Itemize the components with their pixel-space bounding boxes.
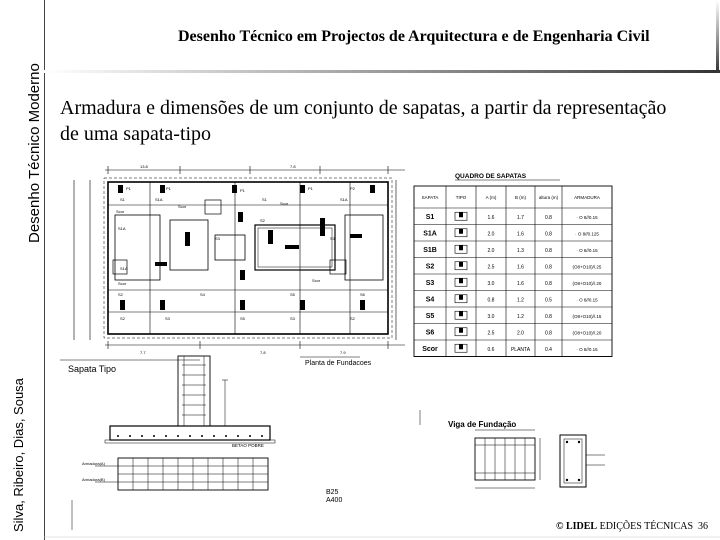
page-number: 36 — [698, 521, 709, 532]
steel-class: A400 — [326, 497, 343, 504]
column-mark — [459, 295, 463, 300]
quadro-header: B (m) — [515, 195, 526, 200]
betao-label: BETAO POBRE — [232, 443, 264, 448]
svg-text:P1: P1 — [126, 186, 131, 191]
quadro-cell: 0.4 — [545, 346, 552, 353]
quadro-row — [426, 278, 602, 287]
svg-text:P1: P1 — [240, 188, 245, 193]
svg-text:S3: S3 — [165, 316, 170, 321]
quadro-cell: (O8+O10)//.20 — [572, 280, 602, 286]
quadro-cell: 1.6 — [517, 280, 524, 287]
armadura-b-label: Armadura(B) — [82, 477, 105, 482]
svg-text:S2: S2 — [350, 316, 355, 321]
quadro-cell: 1.2 — [517, 313, 524, 320]
svg-text:S3: S3 — [290, 316, 295, 321]
quadro-cell: 1.3 — [517, 247, 524, 254]
quadro-cell: S1 — [425, 213, 435, 221]
quadro-cell: Scor — [422, 345, 438, 353]
svg-text:P2: P2 — [350, 186, 355, 191]
quadro-cell: · O 8//0.15 — [576, 247, 598, 253]
quadro-header: SAPATA — [421, 195, 439, 200]
sapata-tipo-title: Sapata Tipo — [68, 364, 117, 374]
quadro-cell: PLANTA — [510, 346, 531, 353]
quadro-cell: S1A — [423, 230, 437, 238]
column-mark — [459, 328, 463, 333]
quadro-cell: · O 8//0.125 — [575, 231, 599, 237]
column-mark — [459, 278, 463, 283]
quadro-table — [414, 186, 612, 357]
viga-drawing — [475, 430, 605, 488]
svg-text:P1: P1 — [308, 186, 313, 191]
foundation-plan — [74, 164, 405, 355]
quadro-cell: 2.5 — [487, 264, 495, 271]
svg-text:7.7: 7.7 — [140, 350, 146, 355]
svg-text:Scor: Scor — [178, 204, 187, 209]
svg-text:S2: S2 — [260, 218, 265, 223]
quadro-row — [422, 344, 598, 353]
svg-text:S1A: S1A — [118, 226, 126, 231]
quadro-header: altura (m) — [538, 195, 559, 200]
column-mark — [459, 262, 463, 267]
svg-text:7.8: 7.8 — [290, 164, 296, 169]
svg-text:Scor: Scor — [280, 201, 289, 206]
svg-text:S3: S3 — [215, 236, 220, 241]
svg-text:S5: S5 — [290, 292, 295, 297]
quadro-cell: 1.6 — [487, 214, 495, 221]
svg-text:Scor: Scor — [116, 209, 125, 214]
quadro-cell: 0.8 — [545, 214, 552, 221]
quadro-cell: 0.8 — [545, 247, 552, 254]
svg-text:S2: S2 — [120, 316, 125, 321]
svg-text:S1A: S1A — [120, 266, 128, 271]
quadro-row — [426, 262, 602, 271]
svg-text:Scor: Scor — [312, 278, 321, 283]
quadro-cell: 1.6 — [517, 264, 524, 271]
quadro-cell: (O8+O10)//.20 — [572, 330, 602, 336]
quadro-cell: 2.0 — [517, 330, 524, 337]
quadro-cell: · O 8//0.15 — [576, 214, 598, 220]
svg-text:7.8: 7.8 — [260, 350, 266, 355]
concrete-class: B25 — [326, 489, 339, 496]
quadro-row — [426, 212, 598, 221]
column-mark — [459, 245, 463, 250]
quadro-cell: 3.0 — [487, 313, 495, 320]
quadro-cell: S5 — [425, 312, 435, 320]
quadro-cell: 2.0 — [487, 231, 495, 238]
footer-publisher-rest: EDIÇÕES TÉCNICAS — [597, 521, 694, 532]
svg-text:7.9: 7.9 — [340, 350, 346, 355]
quadro-cell: S4 — [425, 296, 435, 304]
column-mark — [459, 311, 463, 316]
quadro-cell: S2 — [425, 263, 435, 271]
quadro-title: QUADRO DE SAPATAS — [455, 173, 527, 180]
sidebar-authors: Silva, Ribeiro, Dias, Sousa — [11, 378, 26, 532]
column-mark — [459, 229, 463, 234]
svg-text:S1A: S1A — [155, 197, 163, 202]
quadro-cell: · O 8//0.15 — [576, 346, 598, 352]
armadura-a-label: Armadura(A) — [82, 461, 105, 466]
svg-text:S2: S2 — [118, 292, 123, 297]
slide-heading: Armadura e dimensões de um conjunto de sapatas, a partir da representação de uma sapata-tipo — [60, 97, 667, 145]
quadro-cell: 0.5 — [545, 297, 552, 304]
quadro-cell: 1.2 — [517, 297, 524, 304]
quadro-row — [423, 245, 598, 254]
quadro-cell: (O8+O10)//.15 — [572, 313, 602, 319]
quadro-row — [426, 311, 602, 320]
svg-text:Scor: Scor — [118, 281, 127, 286]
svg-text:S1A: S1A — [340, 197, 348, 202]
quadro-header: A (m) — [485, 195, 497, 200]
quadro-cell: 0.6 — [487, 346, 495, 353]
svg-text:S4: S4 — [200, 292, 205, 297]
quadro-cell: 3.0 — [487, 280, 495, 287]
quadro-cell: S6 — [425, 329, 435, 337]
svg-text:S3: S3 — [330, 236, 335, 241]
quadro-cell: 0.8 — [545, 330, 552, 337]
svg-text:P1: P1 — [166, 186, 171, 191]
quadro-row — [426, 328, 602, 337]
footer — [556, 521, 708, 532]
quadro-row — [426, 295, 598, 304]
sidebar-title: Desenho Técnico Moderno — [26, 63, 43, 243]
svg-text:S5: S5 — [240, 316, 245, 321]
quadro-cell: 0.8 — [545, 313, 552, 320]
quadro-cell: 0.8 — [545, 231, 552, 238]
svg-text:13.8: 13.8 — [140, 164, 148, 169]
quadro-cell: 0.8 — [545, 280, 552, 287]
quadro-header: TIPO — [455, 195, 467, 200]
quadro-cell: 2.0 — [487, 247, 495, 254]
quadro-cell: 2.5 — [487, 330, 495, 337]
quadro-cell: S3 — [425, 279, 435, 287]
svg-text:S1: S1 — [262, 197, 267, 202]
quadro-cell: 0.8 — [487, 297, 495, 304]
quadro-cell: 1.7 — [517, 214, 524, 221]
quadro-cell: · O 8//0.15 — [576, 297, 598, 303]
column-mark — [459, 344, 463, 349]
header-title: Desenho Técnico em Projectos de Arquitectura e de Engenharia Civil — [178, 28, 650, 45]
plan-caption: Planta de Fundacoes — [305, 360, 372, 367]
quadro-cell: (O8+O10)//.25 — [572, 264, 602, 270]
svg-text:S1: S1 — [120, 197, 125, 202]
column-mark — [459, 212, 463, 217]
viga-title: Viga de Fundação — [448, 420, 517, 429]
quadro-header: ARMADURA — [574, 195, 600, 200]
footer-publisher: © LIDEL — [556, 521, 598, 532]
quadro-row — [423, 229, 599, 238]
quadro-cell: 1.6 — [517, 231, 524, 238]
quadro-cell: S1B — [423, 246, 437, 254]
svg-text:S6: S6 — [360, 292, 365, 297]
quadro-cell: 0.8 — [545, 264, 552, 271]
